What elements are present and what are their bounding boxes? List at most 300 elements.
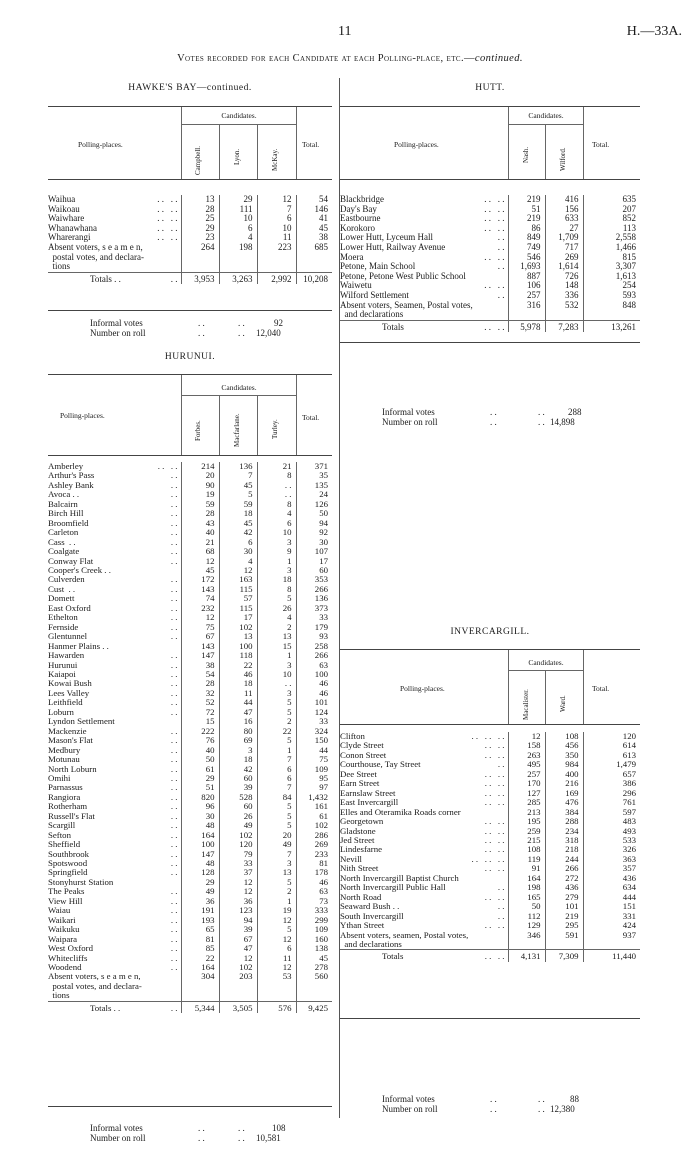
total-votes: 386 [583,779,640,788]
polling-place-name: Mason's Flat . . [48,736,178,746]
candidate-votes: 81 [181,935,219,944]
table-row [48,557,332,566]
candidate-votes: 5 [257,925,296,934]
table-row [340,817,640,826]
polling-place-name: Ythan Street . . . . [340,921,505,931]
table-row [48,878,332,887]
candidate-votes: 22 [219,661,257,670]
candidate-votes: 5,978 [508,320,545,332]
total-votes: 160 [296,935,332,944]
polling-place-name: North Invercargill Public Hall . . [340,883,505,893]
polling-place-name: Arthur's Pass . . [48,471,178,481]
candidate-votes: 84 [257,793,296,802]
table-row [48,954,332,963]
results-table [340,195,640,332]
polling-place-name: Motunau . . [48,755,178,765]
polling-place-name: Jed Street . . . . [340,835,505,845]
total-votes: 46 [296,878,332,887]
candidate-votes: 169 [545,789,583,798]
polling-place-name: Ethelton . . [48,613,178,623]
total-votes: 353 [296,575,332,584]
table-row [48,925,332,934]
section-title: INVERCARGILL. [450,627,530,637]
polling-place-name: Waihua . . . . [48,195,178,204]
candidate-votes: 350 [545,751,583,760]
table-row [48,972,332,981]
candidate-votes: 264 [181,243,219,253]
candidate-votes: 7 [257,850,296,859]
candidate-votes: 101 [545,902,583,911]
document-title: Votes recorded for each Candidate at each Polling-place, etc.—continued. [177,53,523,64]
candidate-votes: 163 [219,575,257,584]
total-votes: 444 [583,893,640,902]
candidate-votes: 29 [219,195,257,205]
total-votes: 41 [296,214,332,224]
candidate-votes: 108 [545,732,583,741]
section-title: HUTT. [475,83,505,93]
table-row [48,859,332,868]
total-votes: 75 [296,755,332,764]
table-row [340,272,640,282]
table-row [48,916,332,925]
candidate-votes: 263 [508,751,545,760]
polling-place-name: Sheffield . . [48,840,178,850]
candidate-votes: 53 [257,972,296,981]
candidates-header: Candidates. [528,111,564,120]
candidate-votes: 528 [219,793,257,802]
candidate-votes: 43 [181,519,219,528]
polling-place-name: Waiwhare . . . . [48,214,178,224]
candidate-votes: 820 [181,793,219,802]
total-votes: 135 [296,481,332,490]
polling-place-name: Parnassus . . [48,783,178,793]
candidate-votes: 39 [219,783,257,792]
total-votes: 161 [296,802,332,811]
total-votes: 613 [583,751,640,760]
polling-place-name: Conway Flat . . [48,556,178,566]
total-votes: 761 [583,798,640,807]
table-row [48,575,332,584]
total-votes: 45 [296,954,332,963]
candidate-votes: 28 [181,205,219,215]
candidate-votes: 5 [257,821,296,830]
total-votes: 2,558 [583,233,640,243]
roll-label: Number on roll [90,1133,146,1143]
candidate-votes: 12 [219,878,257,887]
candidate-votes: 193 [181,916,219,925]
candidate-votes: 22 [257,727,296,736]
candidate-votes: 10 [257,528,296,537]
candidate-votes: 7,309 [545,950,583,962]
total-votes [296,991,332,1001]
candidate-votes: 65 [181,925,219,934]
totals-row [48,1001,332,1013]
polling-place-name: Scargill . . [48,821,178,831]
total-votes: 102 [296,821,332,830]
candidate-votes: 216 [545,779,583,788]
candidate-votes: 90 [181,481,219,490]
polling-place-name: Waikari . . [48,915,178,925]
total-votes: 9,425 [296,1001,332,1013]
candidate-votes: 10 [219,214,257,224]
table-row [48,670,332,679]
number-on-roll: 12,380 [550,1104,575,1114]
table-row [48,755,332,764]
results-table [48,195,332,284]
polling-place-name: West Oxford . . [48,944,178,954]
table-body [48,462,332,1013]
table-row [340,855,640,864]
total-votes: 333 [296,906,332,915]
total-votes: 38 [296,233,332,243]
candidate-votes: 576 [257,1001,296,1013]
table-row [340,921,640,930]
number-on-roll: 14,898 [550,417,575,427]
table-row [48,500,332,509]
candidate-votes: 172 [181,575,219,584]
total-votes: 937 [583,931,640,940]
candidate-votes: 29 [181,224,219,234]
candidate-votes: 15 [257,642,296,651]
informal-votes: 288 [568,407,582,417]
candidate-votes: 10 [257,224,296,234]
table-row [48,821,332,830]
total-votes: 286 [296,831,332,840]
candidate-votes: 38 [181,661,219,670]
total-votes: 107 [296,547,332,556]
polling-place-name: Spotswood . . [48,859,178,869]
totals-row [340,320,640,332]
polling-place-name: Lower Hutt, Lyceum Hall . . [340,233,505,243]
candidate-votes: 18 [219,755,257,764]
candidate-votes: 120 [219,840,257,849]
total-votes: 10,208 [296,272,332,284]
results-table [340,732,640,962]
totals-row [340,950,640,962]
total-votes: 331 [583,912,640,921]
candidate-votes: 165 [508,893,545,902]
candidate-votes: 8 [257,471,296,480]
polling-place-name: South Invercargill . . [340,911,505,921]
total-votes: 44 [296,746,332,755]
candidate-votes: 9 [257,547,296,556]
candidate-votes: 6 [257,944,296,953]
candidate-votes: 36 [181,897,219,906]
candidate-votes: 8 [257,585,296,594]
candidate-votes: 76 [181,736,219,745]
candidate-votes: 13 [219,632,257,641]
polling-place-name: Totals . . . . [340,320,508,332]
table-row [48,224,332,234]
polling-place-name: The Peaks . . [48,887,178,897]
polling-place-name: North Loburn . . [48,764,178,774]
table-row [340,902,640,911]
candidate-votes: 336 [545,291,583,301]
table-row [340,845,640,854]
candidate-name: McKay. [271,148,279,171]
polling-place-name: Whanawhana . . . . [48,223,178,233]
candidate-votes: 33 [219,859,257,868]
candidate-votes: 4 [219,233,257,243]
candidate-votes [219,991,257,1001]
candidate-votes: 45 [219,519,257,528]
table-row [340,253,640,263]
candidate-votes: 346 [508,931,545,940]
total-votes: 54 [296,195,332,205]
table-row [48,642,332,651]
polling-place-name: Lower Hutt, Railway Avenue . . [340,242,505,252]
candidate-votes: 257 [508,770,545,779]
candidate-votes: 2,992 [257,272,296,284]
total-votes: 493 [583,827,640,836]
total-votes: 109 [296,925,332,934]
table-row [48,594,332,603]
table-row [48,717,332,726]
table-row [340,827,640,836]
candidate-votes: 12 [257,963,296,972]
total-votes: 258 [296,642,332,651]
candidate-votes: 49 [257,840,296,849]
polling-place-name: Avoca . . . . [48,490,178,500]
candidate-votes: 136 [219,462,257,471]
total-votes [583,940,640,950]
table-row [48,689,332,698]
polling-place-name: Eastbourne . . . . [340,214,505,224]
candidate-votes: 1 [257,557,296,566]
polling-place-name: Absent voters, s e a m e n, [48,972,141,982]
candidate-votes: 106 [508,281,545,291]
table-row [340,205,640,215]
candidate-votes: 269 [545,253,583,263]
candidate-votes: 3,263 [219,272,257,284]
table-row [340,760,640,769]
table-row [48,253,332,263]
candidate-votes: . . [257,490,296,499]
candidate-votes: 198 [219,243,257,253]
total-votes: 371 [296,462,332,471]
candidate-name: Lyon. [233,148,241,165]
table-row [48,509,332,518]
candidate-votes: 456 [545,741,583,750]
candidate-votes: 222 [181,727,219,736]
table-row [48,868,332,877]
candidate-votes: 633 [545,214,583,224]
table-row [340,233,640,243]
candidate-votes: 170 [508,779,545,788]
candidate-votes: 67 [181,632,219,641]
candidate-votes: 232 [181,604,219,613]
table-header [340,649,640,725]
polling-place-name: Totals . . . . [48,1001,181,1013]
table-row [340,301,640,311]
total-votes: 73 [296,897,332,906]
table-row [48,679,332,688]
candidate-votes: 100 [219,642,257,651]
candidate-votes: 476 [545,798,583,807]
candidate-votes: 5 [257,802,296,811]
candidate-votes: 147 [181,850,219,859]
polling-place-name: Waipara . . [48,934,178,944]
candidate-votes: 1 [257,897,296,906]
candidate-votes: 279 [545,893,583,902]
polling-place-name: Springfield . . [48,868,178,878]
candidate-votes: 164 [181,831,219,840]
candidate-votes: 285 [508,798,545,807]
summary: Informal votes . . . . 92 Number on roll . . . . 12,040 [48,310,332,335]
total-votes: 597 [583,808,640,817]
candidate-votes: 6 [219,224,257,234]
candidates-header: Candidates. [221,383,257,392]
total-votes: 151 [583,902,640,911]
candidate-votes: 4 [257,613,296,622]
polling-place-name: Birch Hill . . [48,509,178,519]
roll-label: Number on roll [382,417,438,427]
table-row [48,746,332,755]
candidate-votes: 50 [181,755,219,764]
candidate-votes: 100 [181,840,219,849]
total-votes: 81 [296,859,332,868]
total-header: Total. [592,684,610,693]
polling-place-name: Cust . . . . [48,584,178,594]
table-row [48,935,332,944]
polling-place-name: Earn Street . . . . [340,779,505,789]
total-votes: 178 [296,868,332,877]
candidate-votes: 4 [257,509,296,518]
candidate-votes: 45 [181,566,219,575]
total-votes: 146 [296,205,332,215]
total-votes: 266 [296,585,332,594]
candidate-votes [219,262,257,272]
candidate-votes: 59 [181,500,219,509]
candidate-votes: 984 [545,760,583,769]
polling-place-name: Hurunui . . [48,660,178,670]
candidate-votes: 79 [219,850,257,859]
candidate-name: Forbes. [194,420,202,441]
candidate-votes: 257 [508,291,545,301]
candidate-votes: 51 [181,783,219,792]
polling-place-name: North Invercargill Baptist Church [340,873,459,883]
polling-place-name: Kaiapoi . . [48,669,178,679]
candidate-votes: 219 [508,195,545,205]
candidate-votes: 198 [508,883,545,892]
polling-places-header: Polling-places. [400,684,445,693]
candidate-votes: 5 [219,490,257,499]
candidate-votes: 1,693 [508,262,545,272]
polling-place-name: Korokoro . . . . [340,223,505,233]
candidate-votes: 1 [257,651,296,660]
polling-place-name: Mackenzie . . [48,726,178,736]
candidate-votes: 191 [181,906,219,915]
table-row [340,195,640,205]
candidate-votes: 18 [219,509,257,518]
total-votes [296,262,332,272]
table-row [340,281,640,291]
total-votes: 657 [583,770,640,779]
candidate-votes: 74 [181,594,219,603]
candidate-votes: 26 [219,812,257,821]
polling-place-name: Lees Valley . . [48,688,178,698]
table-row [340,732,640,741]
table-row [340,912,640,921]
candidate-votes: 219 [508,214,545,224]
candidate-votes: 12 [181,613,219,622]
total-votes: 97 [296,783,332,792]
total-votes [296,982,332,991]
candidate-votes [257,991,296,1001]
candidate-votes: 218 [545,845,583,854]
candidate-votes: 12 [219,887,257,896]
polling-place-name: Broomfield . . [48,518,178,528]
candidate-votes: 49 [181,887,219,896]
table-row [48,538,332,547]
total-votes: 93 [296,632,332,641]
table-row [48,736,332,745]
total-votes: 113 [583,224,640,234]
total-votes: 3,307 [583,262,640,272]
polling-place-name: Coalgate . . [48,547,178,557]
polling-place-name: Loburn . . [48,707,178,717]
table-row [48,887,332,896]
candidate-votes: 96 [181,802,219,811]
candidate-votes: 80 [219,727,257,736]
total-votes: 635 [583,195,640,205]
candidate-name: Wilford. [559,147,567,171]
page-number: 11 [338,24,352,39]
table-row [340,214,640,224]
candidate-votes: 147 [181,651,219,660]
candidate-votes: 45 [219,481,257,490]
table-row [48,850,332,859]
total-votes: 1,479 [583,760,640,769]
candidate-votes: 20 [181,471,219,480]
table-row [48,793,332,802]
totals-row [48,272,332,284]
candidate-votes: 8 [257,500,296,509]
total-votes: 233 [296,850,332,859]
candidate-votes: 4,131 [508,950,545,962]
polling-place-name: Georgetown . . . . [340,817,505,827]
polling-place-name: Clifton . . . . . . [340,732,505,741]
table-row [48,632,332,641]
table-row [48,963,332,972]
candidate-votes: 60 [219,774,257,783]
polling-place-name: Wilford Settlement . . [340,290,505,300]
candidate-votes: 40 [181,746,219,755]
polling-place-name: Medbury . . [48,745,178,755]
candidate-name: Macalister. [522,689,530,720]
candidate-votes: 591 [545,931,583,940]
candidate-votes [508,310,545,320]
candidate-votes: 2 [257,887,296,896]
candidate-votes: 27 [545,224,583,234]
polling-place-name: tions [48,991,70,1001]
table-row [48,613,332,622]
total-votes: 60 [296,566,332,575]
polling-place-name: Waiau . . [48,906,178,916]
candidate-votes: 30 [181,812,219,821]
candidate-votes: 69 [219,736,257,745]
number-on-roll: 12,040 [256,328,281,338]
candidate-votes: 12 [257,935,296,944]
table-body [340,732,640,962]
candidate-votes: 1,709 [545,233,583,243]
candidate-votes: 1 [257,746,296,755]
total-votes: 363 [583,855,640,864]
candidate-votes: 5,344 [181,1001,219,1013]
candidate-votes: 18 [219,679,257,688]
polling-place-name: Woodend . . [48,963,178,973]
table-row [340,874,640,883]
